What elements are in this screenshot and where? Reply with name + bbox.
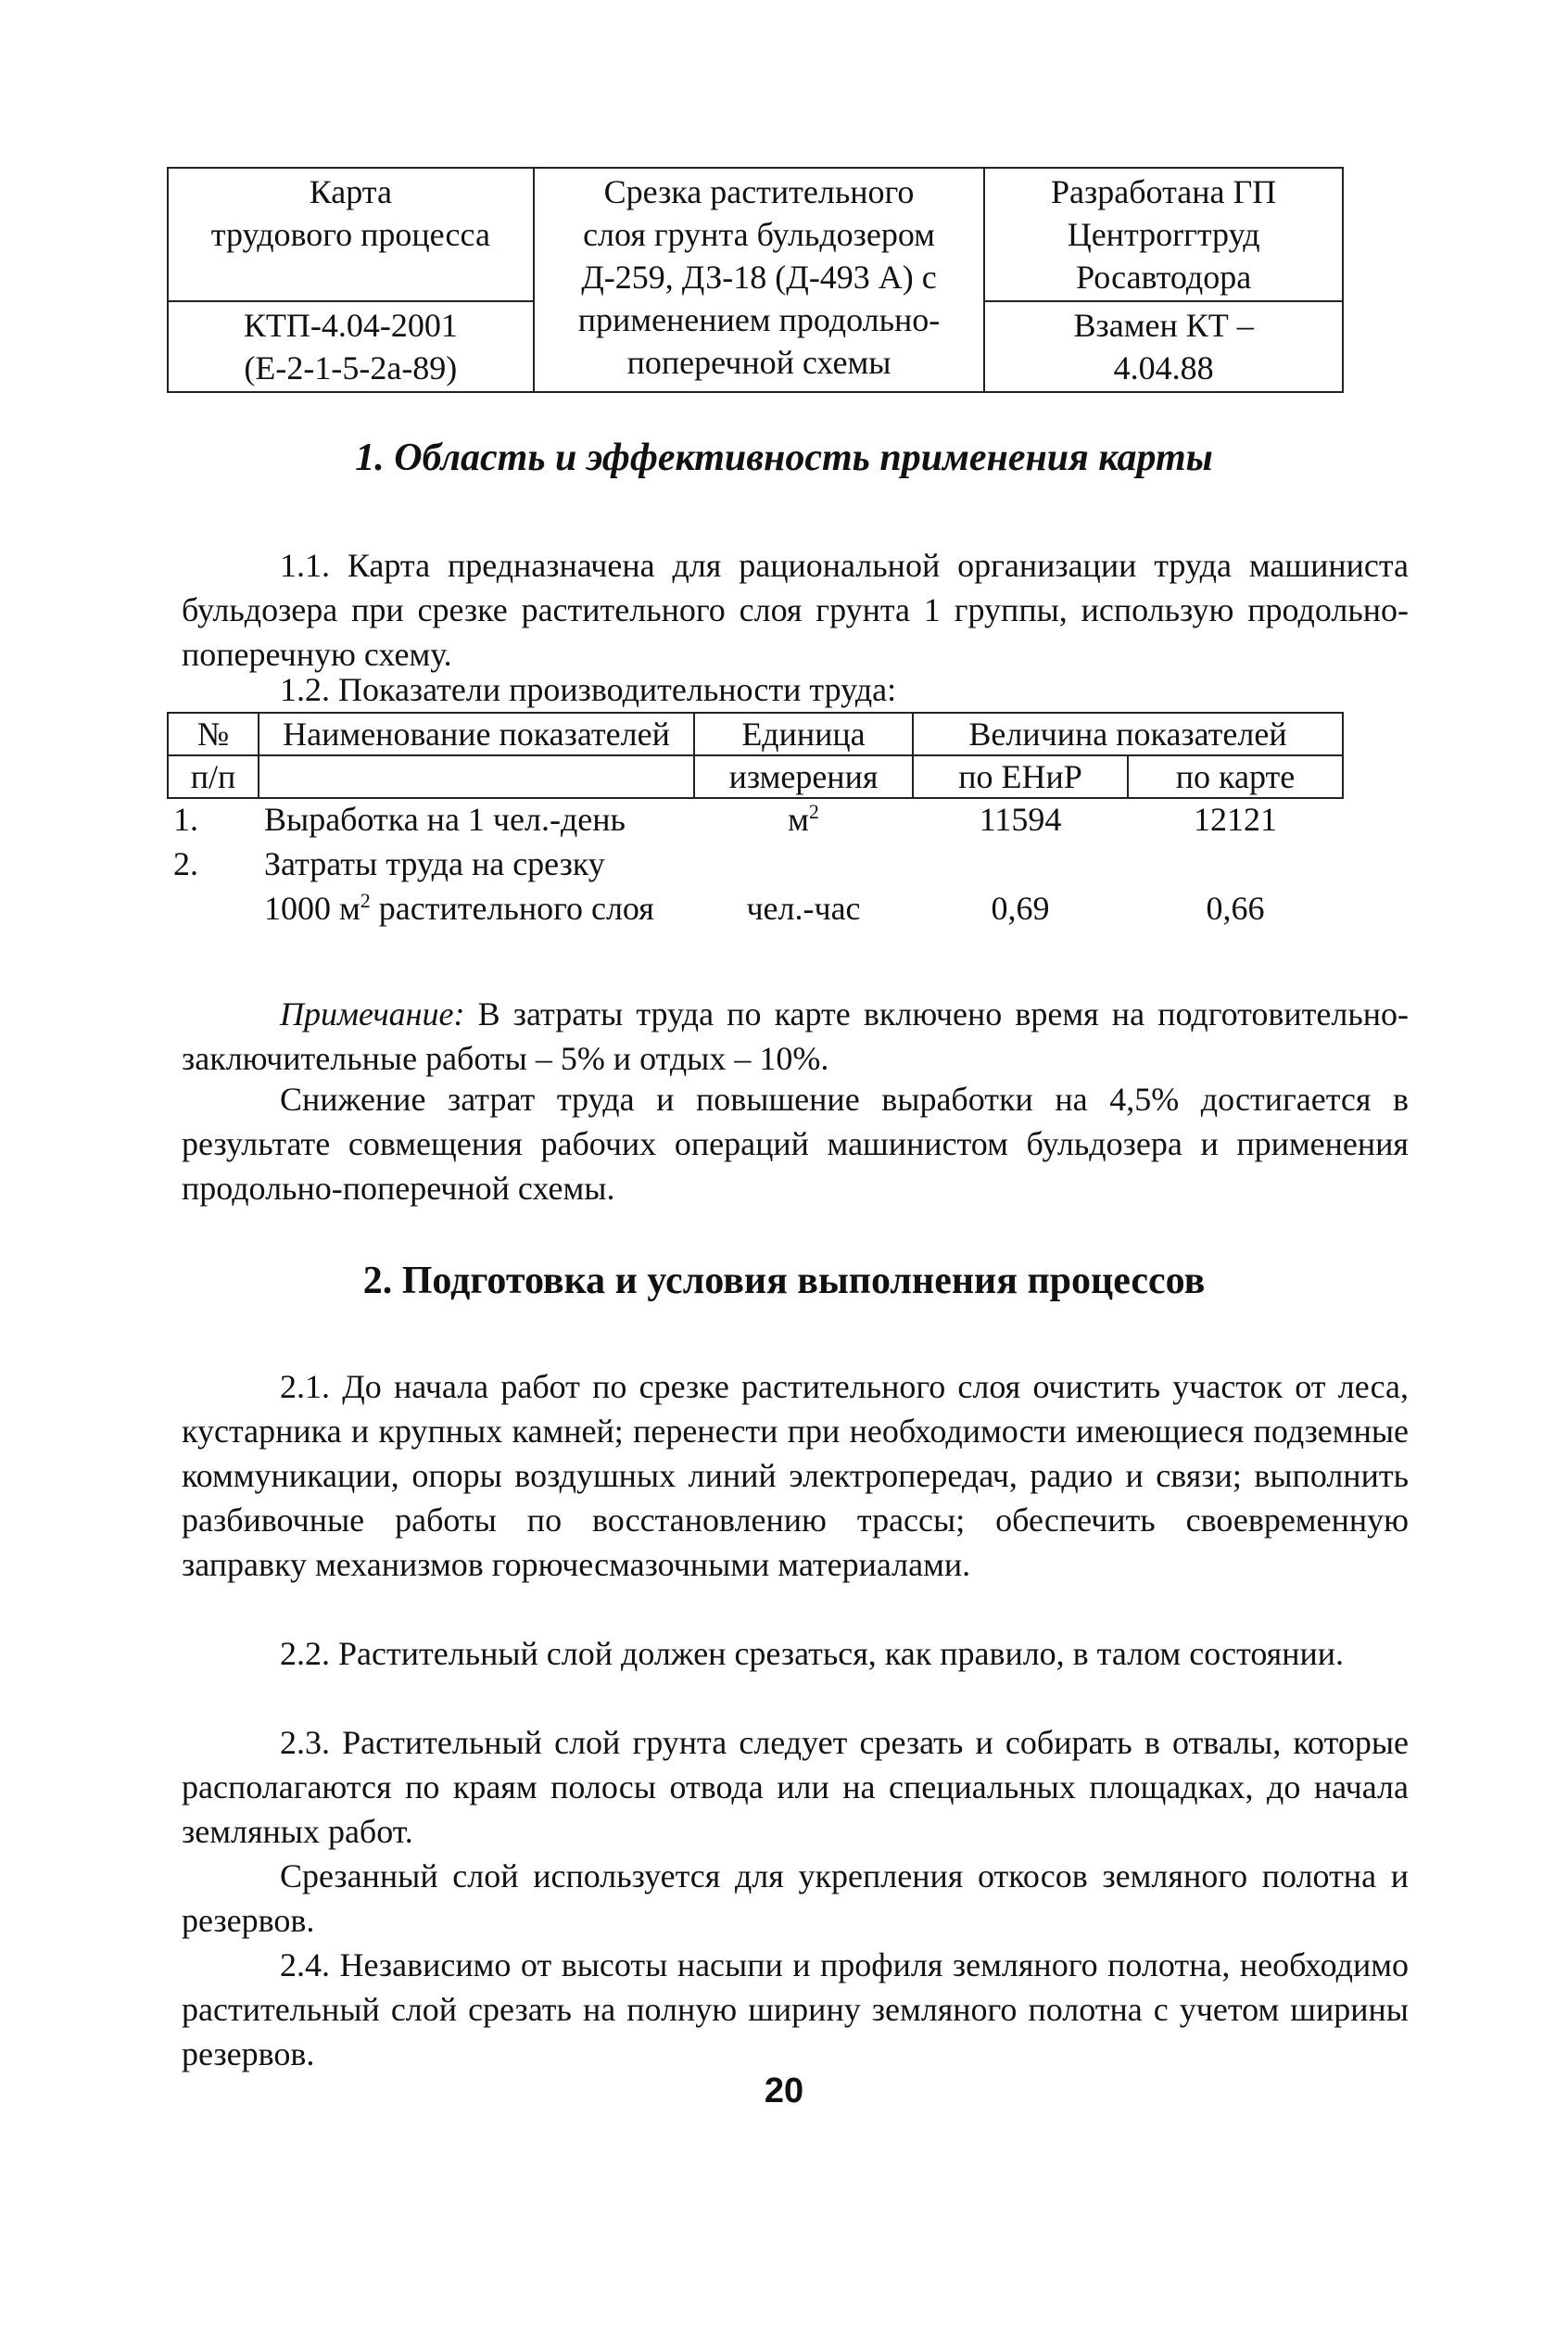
paragraph-2-3-cont: Срезанный слой используется для укрепления откосов земляного полотна и резервов. xyxy=(182,1857,1409,1939)
col-name-header: Наименование показателей xyxy=(259,713,694,755)
col-unit-subheader: измерения xyxy=(694,755,913,798)
paragraph-2-2: 2.2. Растительный слой должен срезаться, как правило, в талом состоянии. xyxy=(280,1635,1344,1672)
paragraph-1-2: 1.2. Показатели производительности труда: xyxy=(280,671,897,708)
table-row: 1. Выработка на 1 чел.-день $м^2$ 11594 12121 xyxy=(173,800,1277,838)
header-code-cell: КТП-4.04-2001 (Е-2-1-5-2а-89) xyxy=(168,301,534,392)
header-developer-cell: Разработана ГП Центрorгтруд Росавтодора xyxy=(984,168,1343,301)
paragraph-2-4: 2.4. Независимо от высоты насыпи и профиля земляного полотна, необходимо растительный слой срезать на полную ширину земляного полотна с учетом ширины резервов. xyxy=(182,1946,1409,2072)
header-card-label-cell: Карта трудового процесса xyxy=(168,168,534,301)
section-1-heading: 1. Область и эффективность применения карты xyxy=(355,437,1213,479)
header-replaces-cell: Взамен КТ – 4.04.88 xyxy=(984,301,1343,392)
header-table xyxy=(167,167,1344,393)
col-unit-header: Единица xyxy=(694,713,913,755)
col-number-header: № xyxy=(168,713,259,755)
indicators-table xyxy=(167,712,1344,929)
col-name-subheader xyxy=(259,755,694,798)
page-number: 20 xyxy=(764,2072,804,2110)
paragraph-2-1: 2.1. До начала работ по срезке растительного слоя очистить участок от леса, кустарника и крупных камней; перенести при необходимости имеющиеся подземные коммуникации, опоры воздушных линий электропередач, радио и связи; выполнить разбивочные работы по восстановлению трассы; обеспечить своевременную заправку механизмов горючесмазочными материалами. xyxy=(182,1368,1409,1583)
header-title-cell: Срезка растительного слоя грунта бульдозером Д-259, ДЗ-18 (Д-493 А) с применением продольно- поперечной схемы xyxy=(534,168,985,392)
col-card-header: по карте xyxy=(1128,755,1343,798)
col-value-header: Величина показателей xyxy=(913,713,1343,755)
note-paragraph: Примечание: В затраты труда по карте включено время на подготовительно-заключительные работы – 5% и отдых – 10%. xyxy=(182,995,1409,1077)
section-2-heading: 2. Подготовка и условия выполнения процессов xyxy=(362,1260,1206,1302)
paragraph-1-1: 1.1. Карта предназначена для рациональной организации труда машиниста бульдозера при срезке растительного слоя грунта 1 группы, использую продольно-поперечную схему. xyxy=(182,547,1409,673)
col-number-subheader: п/п xyxy=(168,755,259,798)
paragraph-2-3: 2.3. Растительный слой грунта следует срезать и собирать в отвалы, которые располагаются по краям полосы отвода или на специальных площадках, до начала земляных работ. xyxy=(182,1724,1409,1850)
table-row: 2. Затраты труда на срезку 1000 $м^2$ растительного слоя чел.-час 0,69 0,66 xyxy=(173,845,1265,927)
summary-paragraph: Снижение затрат труда и повышение выработки на 4,5% достигается в результате совмещения рабочих операций машинистом бульдозера и применения продольно-поперечной схемы. xyxy=(182,1081,1409,1207)
col-enir-header: по ЕНиР xyxy=(913,755,1128,798)
